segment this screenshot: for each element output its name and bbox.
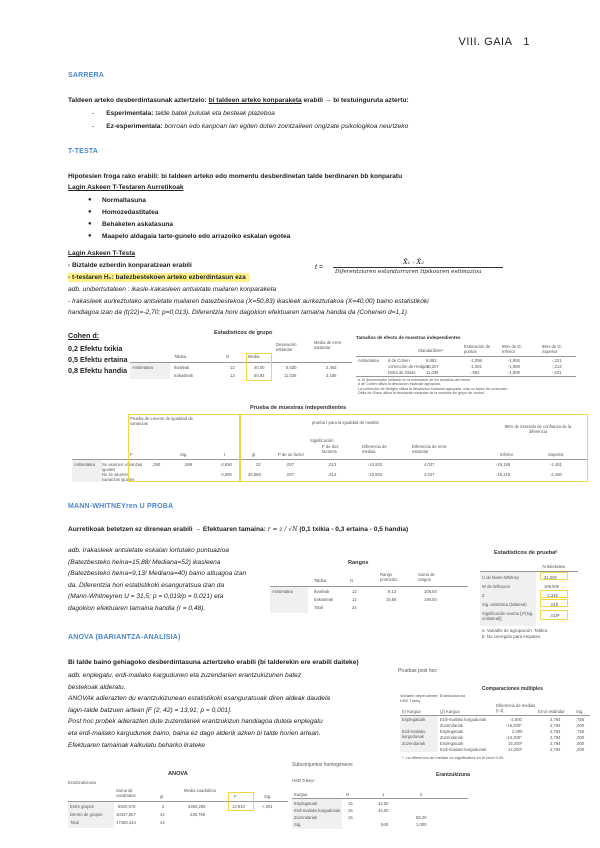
test-stats-title: Estadísticos de pruebaᵃ: [494, 550, 558, 556]
indep-test-title: Prueba de muestras independientes: [250, 405, 347, 411]
ttest-line1: - Biztalde ezberdin konparatzean erabili: [68, 262, 192, 269]
indep-test-table: Prueba de Levene de igualdad de varianzas prueba t para la igualdad de medias 95% de intervalo de confianza de la diferencia Significación F Sig. t gl P de un factor P de dos factores Diferencia de medias Diferencia de error estándar Inferior Superior Antsietatea Se asumen varianzas iguales ,290 ,596 -2,690 22 ,007 ,013 -10,833 4,027 -19,185 -2,481 No se asumen varianzas iguales -2,690 20,668 ,007 ,014 -10,833 4,027 -19,216 -2,450: [72, 414, 588, 482]
list-item: ● Maapelo aldagaia tarte-gunelo edo arrazoiko eskalan egotea: [88, 233, 291, 240]
multiple-comparisons-table: Variable dependiente: Erantzukizuna HSD Tukey (I) Kargua (J) Kargua Diferencia de medias (I-J) Error estándar Sig. Enplegatuak Erdi-mailako kargudunak -2,000 2,794 ,755 Zuzendariak -16,200* 2,794 ,000 Erdi-mailako kargudunak Enplegatuak 2,000 2,794 ,755 Zuzendariak -14,200* 2,794 ,000 Zuzendariak Enplegatuak 16,200* 2,794 ,000 Erdi-mailako kargudunak 14,200* 2,794 ,000: [400, 693, 590, 753]
f-highlight: [228, 792, 254, 811]
mann-heading: MANN-WHITNEYren U PROBA: [68, 503, 174, 510]
cohen-medium: 0,5 Efektu ertaina: [68, 355, 128, 364]
posthoc-title: Pruebas post hoc: [398, 668, 437, 674]
rangos-table: Taldea N Rango promedio Suma de rangos Antsietatea Ikasleak 12 9,13 109,50 Irakasleak 12 15,88 190,50 Total 24: [270, 568, 468, 614]
exact-sig-highlight: [540, 610, 568, 620]
comparison-link: bi taldeen arteko konparaketa: [208, 97, 302, 104]
ttest-null-hypothesis: - t-testaren H₀: batezbestekoen arteko ezberdintasun eza: [68, 273, 250, 282]
cohen-list: [68, 343, 128, 376]
test-stats-table: Antsietatea U de Mann-Whitney 31,500 W de Wilcoxon 109,500 Z -2,345 Sig. asintótica (bilateral) ,019 Significación exacta [2*(sig. unilateral)] ,019ᵇ a. Variable de agrupación: Taldea b. No corregido para empates.: [480, 562, 578, 642]
anova-table: Erantzukizuna Suma de cuadrados gl Media cuadrática F Sig. Entre grupos 6920,578 2 3460,289 13,910 <,001 Dentro de grupos 10447,867 42 248,759 Total 17368,444 44: [68, 780, 288, 840]
ttesta-heading: T-TESTA: [68, 148, 99, 155]
sarrera-item-2: - Ez-esperimentala: borroan edo kanpoan lan egiten duten zointzaileen ongizate psikologikoa neurtzeko: [92, 123, 409, 130]
anova-intro: Bi talde baino gehiagoko desberdintasuna aztertzeko erabili (bi talderekin ere erabili daiteke): [68, 659, 359, 666]
chapter-title: VIII. GAIA: [458, 36, 512, 48]
ttesta-intro: Hipotesien froga rako erabili: bi taldeen arteko edo momentu desberdinetan talde berdinaren bb konparatu: [68, 173, 403, 180]
cohen-large: 0,8 Efektu handia: [68, 366, 128, 375]
t-formula: t = X̄₁ - X̄₂ Diferentziaren estandarraren tipikoaren estimazioa: [315, 258, 505, 280]
media-highlight: [246, 353, 272, 381]
z-highlight: [540, 590, 568, 598]
anova-title: ANOVA: [168, 771, 188, 777]
sarrera-heading: SARRERA: [68, 72, 105, 79]
ttest-example-2: handiagoa izan da (t(22)=-2,70; p=0,013). Diferentzia honi dagokion efektuaren tamaina handia da (Cohenen d=1,1): [68, 309, 407, 316]
multiple-comparisons-title: Comparaciones múltiples: [482, 686, 543, 692]
mann-example: adb. Irakasleek antsietate eskalan lortutako puntuazioa (Batezbesteko heina=15,88/ Mediana=52) ikasleena (Batezbesteko heina=9,13/ Mediana=40) baino altuagoa izan da. Diferentzia hori estatistikoki esanguratsua izan da (Mann-Whitneyren U = 31,5; p = 0,019/p = 0,021) eta dagokion efektuaren tamaina handia (r = 0,48).: [68, 547, 247, 612]
page-header: [459, 36, 530, 48]
homogeneous-sub: Erantzukizuna: [436, 772, 470, 778]
sarrera-item-1: - Esperimentala: talde batek pululak eta besteak plazeboa: [92, 110, 275, 117]
ttest-example-head: adb. unibertsitateen : ikasle-irakasleen antsietate mailaren konparaketa: [68, 286, 277, 293]
ttest-example-1: - Irakasleek aurkeztutako antsietate mailaren batezbestekoa (X=50,83) ikasleek aurkeztutakoa (X=40,00) baino estatistikoki: [68, 298, 429, 305]
effect-size-table: Standardizerᵃ Estimación de puntos 95% de IC Inferior 95% de IC Superior Antsietatea d de Cohen 9,863 -1,098 -1,955 -,221 corrección de Hedges 10,207 -1,061 -1,889 -,213 Delta de Glass 11,036 -,982 -1,908 -,021 a. El denominador utilizado en la estimación de los tamaños del efecto. d de Cohen utiliza la desviación estándar agrupada. La corrección de Hedges utiliza la desviación estándar agrupada, más un factor de corrección. Delta de Glass utiliza la desviación estándar de la muestra del grupo de control.: [356, 342, 576, 402]
cohen-small: 0,2 Efektu txikia: [68, 344, 123, 353]
homogeneous-table: HSD Tukeyᵃ Kargua N 1 2 Enplegatuak 15 42,00 Erdi-mailako kargudunak 15 44,00 Zuzendariak 15 58,20 Sig. ,940 1,000: [292, 772, 468, 832]
comparisons-note: *. La diferencia de medias es significativa en el nivel 0.05.: [402, 755, 505, 760]
ttest-highlight: [240, 414, 588, 482]
anova-example: adb. enplegatu, erdi-mailako kargudunen eta zuzendarien erantzukizunen batez bestekoak alderatu. ANOVAk adierazten du erantzukizunean estatistikoki esanguratsuak diren aldeak daudela lagin-talde batzuen artean [F (2, 42) = 13,91; p = 0,001]. Post hoc probek adierazten dute zuzendariek erantzukizun handiagoa dutela enplegatu eta erdi-mailako kargudunek baino, baina ez dago alderik azken bi talde horien artean. Efektuaren tamainak kalkulatu beharko lirateke: [68, 672, 331, 749]
sarrera-intro: Taldeen arteko desberdintasunak aztertzelo: bi taldeen arteko konparaketa erabili → bi testuinguruta aztertu:: [68, 97, 409, 104]
group-stats-title: Estadísticos de grupo: [214, 330, 273, 336]
homogeneous-title: Subconjuntos homogéneos: [292, 762, 353, 768]
list-item: ● Normaltasuna: [88, 197, 146, 204]
sig-highlight: [540, 599, 568, 607]
page-number: 1: [523, 36, 530, 48]
cohen-title: Cohen d:: [68, 331, 100, 340]
rangos-title: Rangos: [348, 560, 369, 566]
anova-heading: ANOVA (BARIANTZA-ANALISIA): [68, 634, 181, 641]
mann-intro: Aurretikoak betetzen ez direnean erabili → Efektuaren tamaina: r = z / √N (0,1 txikia - 0,3 ertaina - 0,5 handia): [68, 526, 409, 533]
list-item: ● Behaketen askatasuna: [88, 221, 174, 228]
levene-highlight: [128, 414, 240, 482]
u-highlight: [540, 572, 568, 580]
effect-formula: r = z / √N: [267, 526, 298, 533]
effect-size-title: Tamaños de efecto de muestras independientes: [356, 335, 461, 340]
list-item: ● Homozedastitatea: [88, 209, 159, 216]
ttest-subtitle: Lagin Askeen T-Testa: [68, 250, 136, 257]
assumptions-title: Lagin Askeen T-Testaren Aurretikoak: [68, 184, 184, 191]
assumptions-list: [88, 196, 290, 244]
